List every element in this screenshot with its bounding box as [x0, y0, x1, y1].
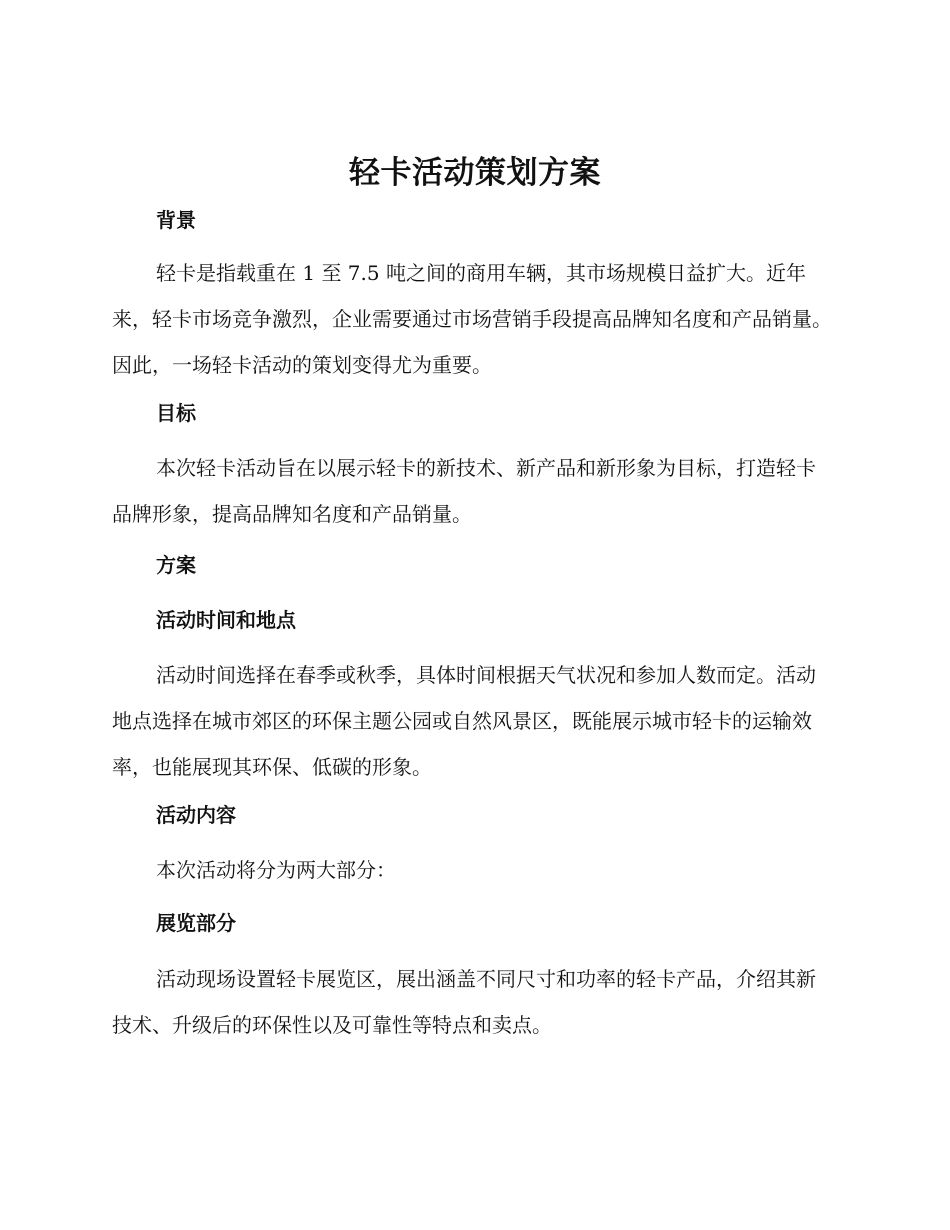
exhibition-heading: 展览部分	[156, 911, 236, 935]
document-title: 轻卡活动策划方案	[349, 155, 601, 191]
plan-heading: 方案	[156, 553, 196, 577]
exhibition-paragraph: 活动现场设置轻卡展览区，展出涵盖不同尺寸和功率的轻卡产品，介绍其新技术、升级后的环保性以及可靠性等特点和卖点。	[112, 967, 816, 1037]
background-paragraph: 轻卡是指载重在 1 至 7.5 吨之间的商用车辆，其市场规模日益扩大。近年来，轻卡市场竞争激烈，企业需要通过市场营销手段提高品牌知名度和产品销量。因此，一场轻卡活动的策划变得尤为重要。	[112, 261, 832, 377]
time-place-paragraph: 活动时间选择在春季或秋季，具体时间根据天气状况和参加人数而定。活动地点选择在城市郊区的环保主题公园或自然风景区，既能展示城市轻卡的运输效率，也能展现其环保、低碳的形象。	[112, 663, 816, 779]
goal-paragraph: 本次轻卡活动旨在以展示轻卡的新技术、新产品和新形象为目标，打造轻卡品牌形象，提高品牌知名度和产品销量。	[112, 456, 816, 526]
content-heading: 活动内容	[156, 803, 236, 827]
background-heading: 背景	[156, 208, 196, 232]
content-paragraph: 本次活动将分为两大部分：	[156, 858, 396, 882]
goal-heading: 目标	[156, 401, 196, 425]
time-place-heading: 活动时间和地点	[156, 608, 296, 632]
